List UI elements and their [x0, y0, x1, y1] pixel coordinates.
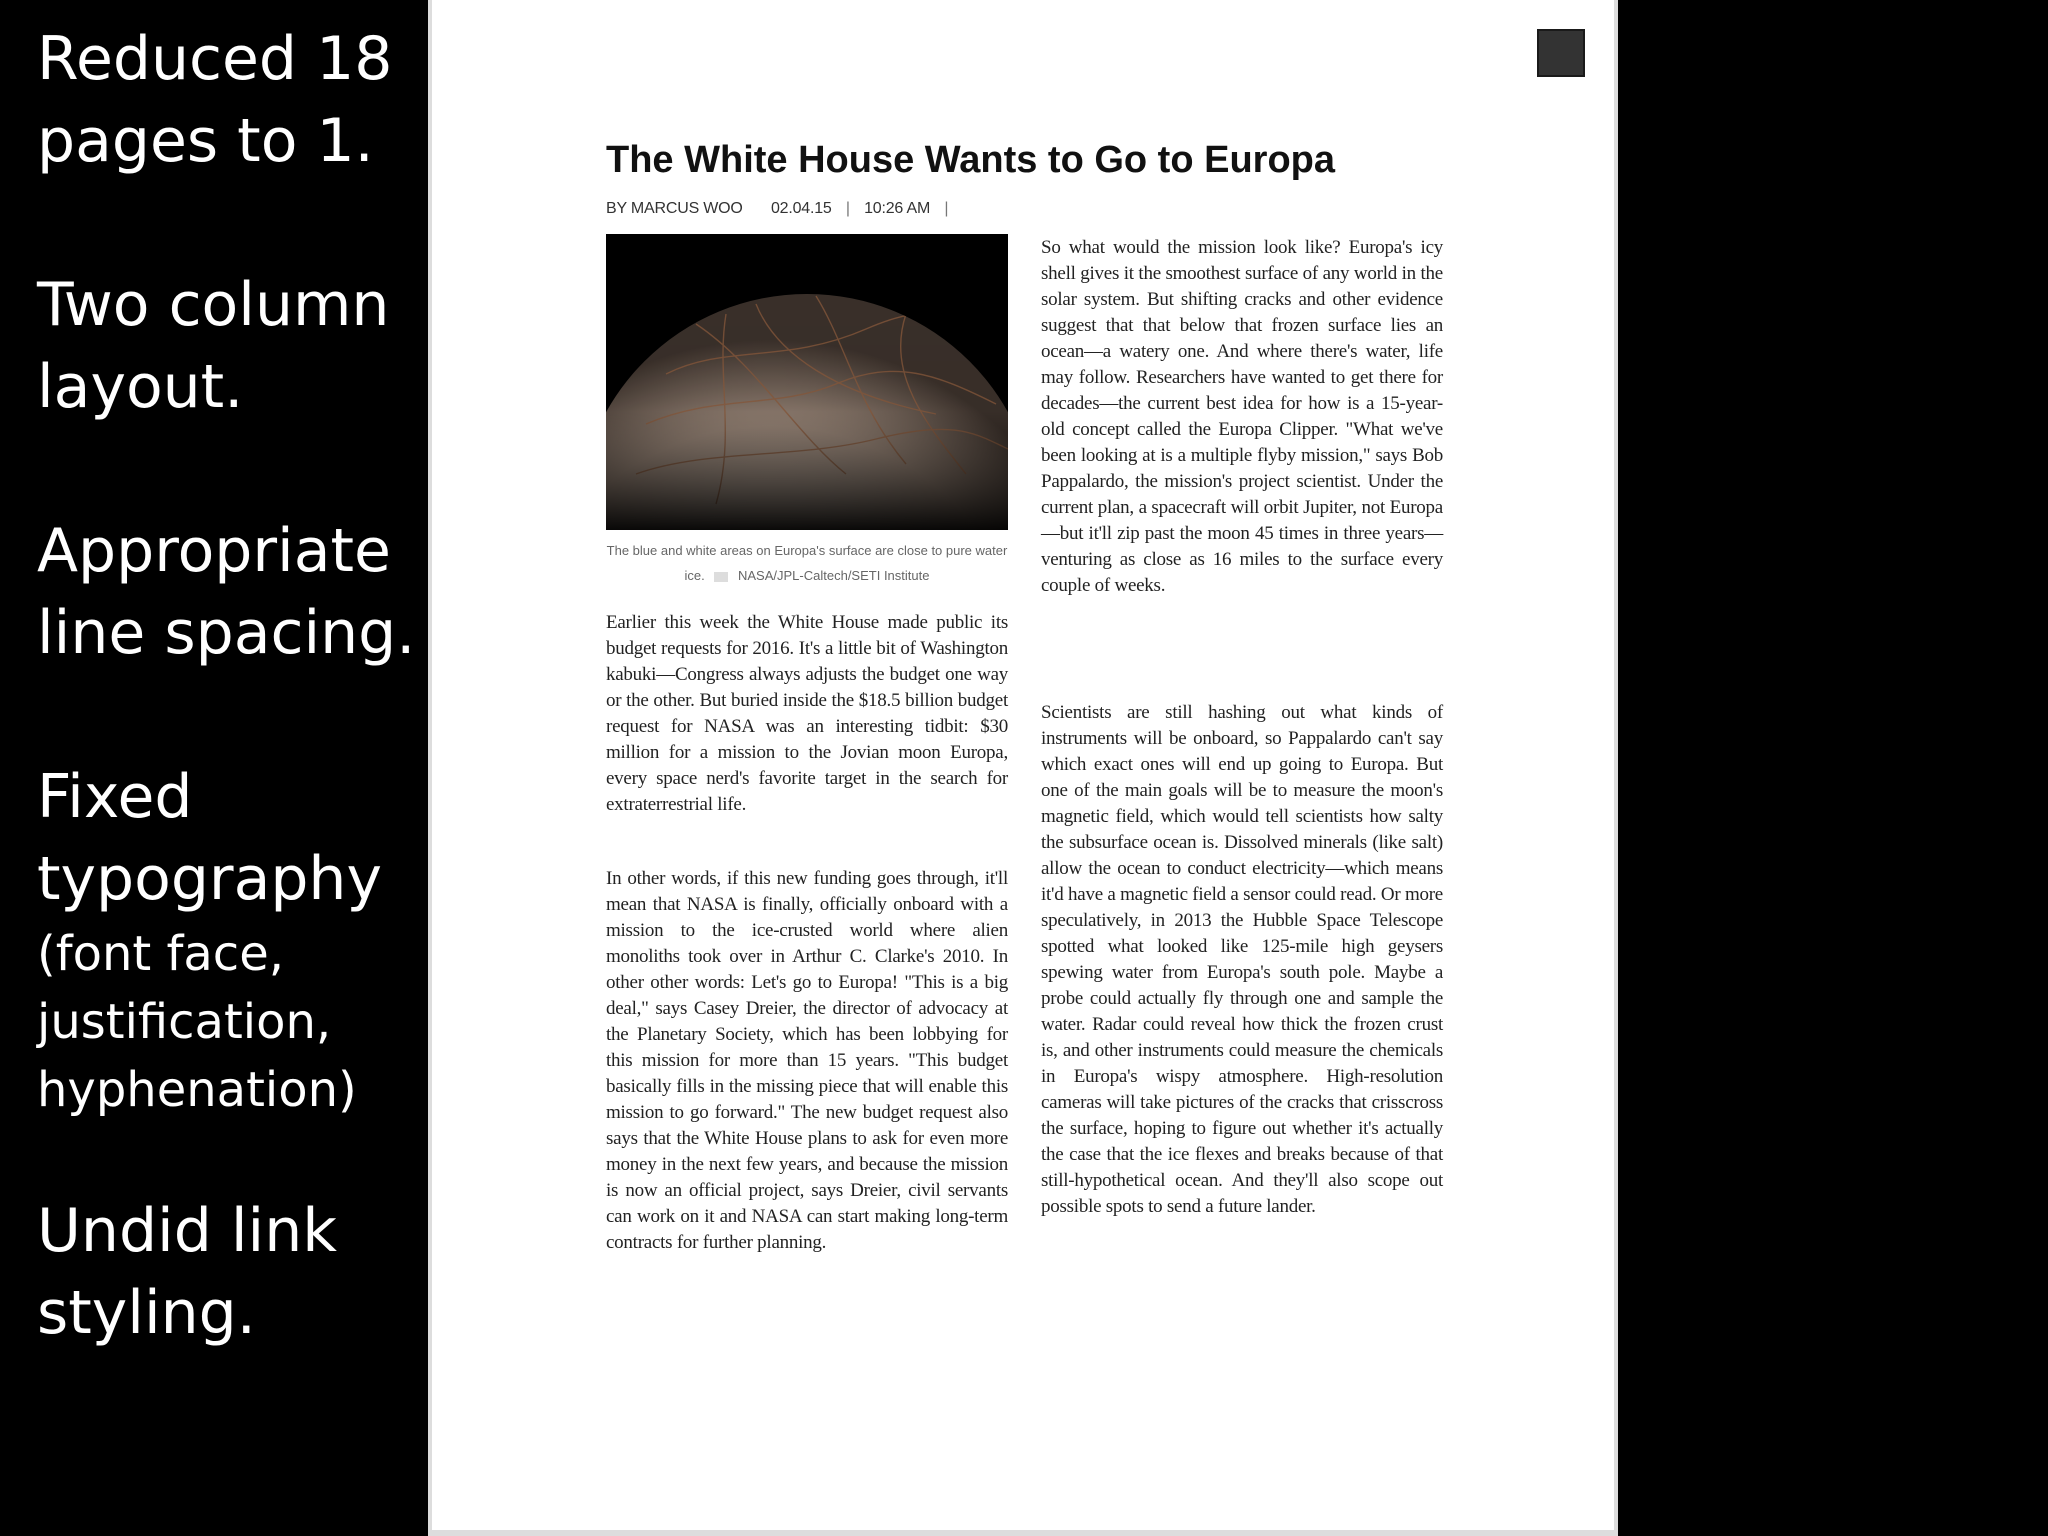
caption-credit: NASA/JPL-Caltech/SETI Institute: [738, 568, 930, 583]
note-line-spacing: Appropriate line spacing.: [37, 516, 416, 668]
note-typography: Fixed typography (font face, justification, hyphenation): [37, 762, 382, 1118]
byline-divider: |: [944, 200, 949, 217]
article-paragraph-1: Earlier this week the White House made public its budget requests for 2016. It's a little bit of Washington kabuki—Congress always adjusts the budget one way or the other. But buried inside the $18.5 billion budget request for NASA was an interesting tidbit: $30 million for a mission to the Jovian moon Europa, every space nerd's favorite target in the search for extraterrestrial life.: [606, 612, 1008, 815]
note-two-column: Two column layout.: [37, 270, 390, 422]
byline-author: BY MARCUS WOO: [606, 200, 743, 217]
byline-divider: |: [845, 200, 850, 217]
photo-caption: [606, 538, 1008, 588]
caption-text: The blue and white areas on Europa's surface are close to pure water ice.: [606, 543, 1008, 583]
article-headline: The White House Wants to Go to Europa: [606, 139, 1336, 181]
article-paragraph-4: Scientists are still hashing out what kinds of instruments will be onboard, so Pappalardo can't say which exact ones will end up going to Europa. But one of the main goals will be to measure the moon's magnetic field, which would tell scientists how salty the subsurface ocean is. Dissolved minerals (like salt) allow the ocean to conduct electricity—which means it'd have a magnetic field a sensor could read. Or more speculatively, in 2013 the Hubble Space Telescope spotted what looked like 125-mile high geysers spewing water from Europa's south pole. Maybe a probe could actually fly through one and sample the water. Radar could reveal how thick the frozen crust is, and other instruments could measure the chemicals in Europa's wispy atmosphere. High-resolution cameras will take pictures of the cracks that crisscross the surface, hoping to figure out whether it's actually the case that the ice flexes and breaks because of that still-hypothetical ocean. And they'll also scope out possible spots to send a future lander.: [1041, 702, 1443, 1217]
note-reduced-pages: Reduced 18 pages to 1.: [37, 24, 393, 176]
article-byline: [606, 198, 958, 220]
article-paragraph-3: So what would the mission look like? Europa's icy shell gives it the smoothest surface of any world in the solar system. But shifting cracks and other evidence suggest that that below that frozen surface lies an ocean—a watery one. And where there's water, life may follow. Researchers have wanted to get there for decades—the current best idea for how is a 15-year-old concept called the Europa Clipper. "What we've been looking at is a multiple flyby mission," says Bob Pappalardo, the mission's project scientist. Under the current plan, a spacecraft will orbit Jupiter, not Europa—but it'll zip past the moon 45 times in three years—venturing as close as 16 miles to the surface every couple of weeks.: [1041, 237, 1443, 596]
annotation-panel: [0, 0, 428, 1536]
byline-time: 10:26 AM: [864, 200, 931, 217]
article-paragraph-2: In other words, if this new funding goes through, it'll mean that NASA is finally, officially onboard with a mission to the ice-crusted world where alien monoliths took over in Arthur C. Clarke's 2010. In other other words: Let's go to Europa! "This is a big deal," says Casey Dreier, the director of advocacy at the Planetary Society, which has been lobbying for this mission for more than 15 years. "This budget basically fills in the missing piece that will enable this mission to go forward." The new budget request also says that the White House plans to ask for even more money in the next few years, and because the mission is now an official project, says Dreier, civil servants can work on it and NASA can start making long-term contracts for further planning.: [606, 868, 1008, 1253]
camera-icon: [714, 572, 728, 582]
corner-square-icon[interactable]: [1537, 29, 1585, 77]
europa-photo: [606, 234, 1008, 530]
byline-date: 02.04.15: [770, 200, 832, 217]
note-link-styling: Undid link styling.: [37, 1196, 337, 1348]
